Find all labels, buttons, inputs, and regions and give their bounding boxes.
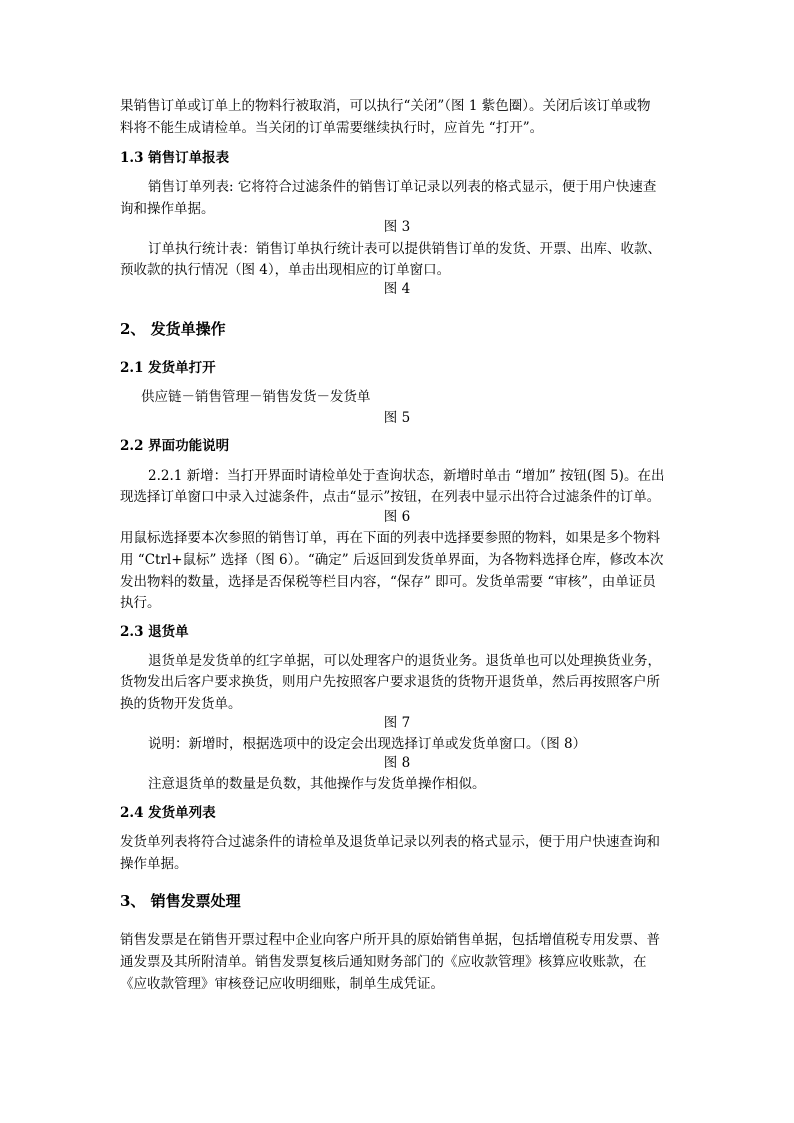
section-heading-2-4: 2.4 发货单列表 bbox=[120, 805, 216, 821]
section-heading-2-1: 2.1 发货单打开 bbox=[120, 360, 216, 376]
paragraph-line: 2.2.1 新增：当打开界面时请检单处于查询状态，新增时单击 “增加” 按钮(图 5)。在出 bbox=[148, 468, 665, 484]
paragraph-line: 操作单据。 bbox=[120, 856, 188, 872]
paragraph-line: 销售发票是在销售开票过程中企业向客户所开具的原始销售单据，包括增值税专用发票、普 bbox=[120, 932, 660, 948]
figure-caption: 图 4 bbox=[383, 281, 411, 297]
section-heading-1-3: 1.3 销售订单报表 bbox=[120, 150, 230, 166]
paragraph-line: 换的货物开发货单。 bbox=[120, 696, 242, 712]
paragraph-line: 用 “Ctrl+鼠标” 选择（图 6）。“确定” 后返回到发货单界面，为各物料选择仓库，修改本次 bbox=[120, 552, 664, 568]
figure-caption: 图 6 bbox=[383, 509, 411, 525]
paragraph-line: 预收款的执行情况（图 4），单击出现相应的订单窗口。 bbox=[120, 262, 451, 278]
paragraph-line: 注意退货单的数量是负数，其他操作与发货单操作相似。 bbox=[148, 776, 486, 792]
paragraph-line: 用鼠标选择要本次参照的销售订单，再在下面的列表中选择要参照的物料，如果是多个物料 bbox=[120, 530, 660, 546]
paragraph-line: 料将不能生成请检单。当关闭的订单需要继续执行时，应首先 “打开”。 bbox=[120, 120, 544, 136]
paragraph-line: 询和操作单据。 bbox=[120, 201, 215, 217]
paragraph-line: 《应收款管理》审核登记应收明细账，制单生成凭证。 bbox=[120, 976, 444, 992]
paragraph-line: 销售订单列表: 它将符合过滤条件的销售订单记录以列表的格式显示，便于用户快速查 bbox=[148, 179, 657, 195]
paragraph-line: 货物发出后客户要求换货，则用户先按照客户要求退货的货物开退货单，然后再按照客户所 bbox=[120, 674, 660, 690]
figure-caption: 图 7 bbox=[383, 715, 411, 731]
paragraph-line: 退货单是发货单的红字单据，可以处理客户的退货业务。退货单也可以处理换货业务， bbox=[148, 653, 661, 669]
paragraph-line: 通发票及其所附清单。销售发票复核后通知财务部门的《应收款管理》核算应收账款，在 bbox=[120, 954, 647, 970]
figure-caption: 图 3 bbox=[383, 219, 411, 235]
paragraph-line: 发出物料的数量，选择是否保税等栏目内容，“保存” 即可。发货单需要 “审核”，由单证员 bbox=[120, 574, 656, 590]
paragraph-line: 现选择订单窗口中录入过滤条件，点击“显示”按钮，在列表中显示出符合过滤条件的订单。 bbox=[120, 489, 661, 505]
paragraph-line: 订单执行统计表：销售订单执行统计表可以提供销售订单的发货、开票、出库、收款、 bbox=[148, 241, 661, 257]
paragraph-line: 说明：新增时，根据选项中的设定会出现选择订单或发货单窗口。（图 8） bbox=[148, 736, 587, 752]
menu-path: 供应链－销售管理－销售发货－发货单 bbox=[141, 389, 371, 405]
paragraph-line: 执行。 bbox=[120, 595, 161, 611]
section-heading-2-2: 2.2 界面功能说明 bbox=[120, 438, 230, 454]
section-heading-2: 2、 发货单操作 bbox=[120, 320, 226, 338]
paragraph-line: 发货单列表将符合过滤条件的请检单及退货单记录以列表的格式显示，便于用户快速查询和 bbox=[120, 834, 660, 850]
section-heading-2-3: 2.3 退货单 bbox=[120, 624, 189, 640]
figure-caption: 图 5 bbox=[383, 410, 411, 426]
paragraph-line: 果销售订单或订单上的物料行被取消，可以执行“关闭”（图 1 紫色圈）。关闭后该订单或物 bbox=[120, 98, 651, 114]
figure-caption: 图 8 bbox=[383, 755, 411, 771]
section-heading-3: 3、 销售发票处理 bbox=[120, 892, 241, 910]
